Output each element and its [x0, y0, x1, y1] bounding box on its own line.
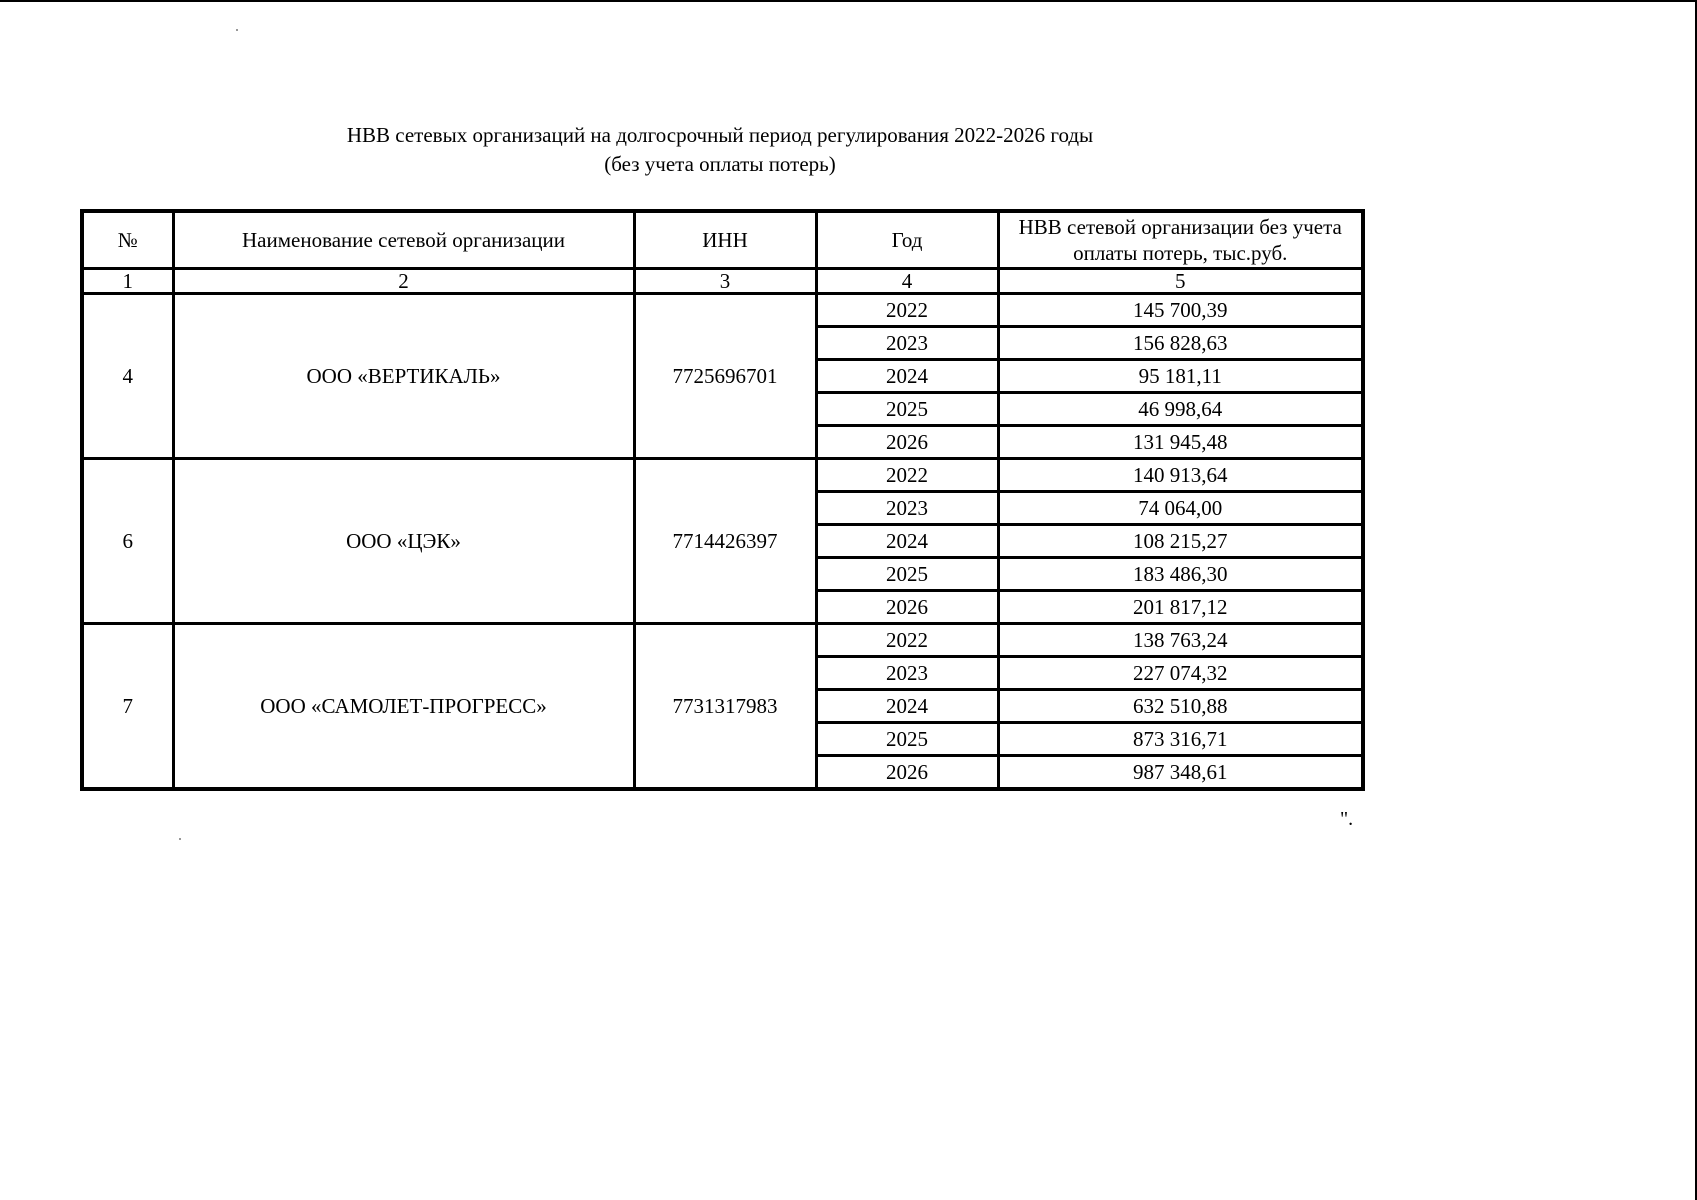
year-cell: 2022	[816, 624, 998, 657]
year-cell: 2022	[816, 294, 998, 327]
nvv-value-cell: 131 945,48	[998, 426, 1363, 459]
scan-top-edge	[0, 0, 1697, 2]
column-number: 4	[816, 269, 998, 294]
column-number-row	[82, 269, 1363, 294]
table-header-row	[82, 211, 1363, 269]
nvv-table	[80, 209, 1365, 791]
nvv-value-cell: 138 763,24	[998, 624, 1363, 657]
header-name: Наименование сетевой организации	[173, 211, 634, 269]
year-cell: 2025	[816, 723, 998, 756]
org-name: ООО «ЦЭК»	[173, 459, 634, 624]
year-cell: 2025	[816, 393, 998, 426]
org-inn: 7731317983	[634, 624, 816, 790]
year-cell: 2024	[816, 525, 998, 558]
title-line-1: НВВ сетевых организаций на долгосрочный период регулирования 2022-2026 годы	[346, 123, 1094, 147]
closing-quote-mark: ".	[1340, 808, 1354, 830]
nvv-value-cell: 95 181,11	[998, 360, 1363, 393]
header-year: Год	[816, 211, 998, 269]
nvv-value-cell: 201 817,12	[998, 591, 1363, 624]
org-number: 4	[82, 294, 173, 459]
nvv-value-cell: 632 510,88	[998, 690, 1363, 723]
header-no: №	[82, 211, 173, 269]
nvv-value-cell: 156 828,63	[998, 327, 1363, 360]
year-cell: 2023	[816, 492, 998, 525]
org-number: 7	[82, 624, 173, 790]
org-inn: 7714426397	[634, 459, 816, 624]
nvv-value-cell: 74 064,00	[998, 492, 1363, 525]
title-line-2: (без учета оплаты потерь)	[604, 152, 836, 176]
year-cell: 2025	[816, 558, 998, 591]
header-nvv: НВВ сетевой организации без учета оплаты потерь, тыс.руб.	[998, 211, 1363, 269]
scan-speck	[179, 838, 181, 840]
nvv-value-cell: 145 700,39	[998, 294, 1363, 327]
table-row	[82, 294, 1363, 327]
scan-speck	[236, 29, 238, 31]
org-number: 6	[82, 459, 173, 624]
column-number: 3	[634, 269, 816, 294]
year-cell: 2026	[816, 591, 998, 624]
year-cell: 2026	[816, 426, 998, 459]
document-title	[80, 121, 1360, 179]
nvv-value-cell: 227 074,32	[998, 657, 1363, 690]
column-number: 2	[173, 269, 634, 294]
nvv-value-cell: 140 913,64	[998, 459, 1363, 492]
column-number: 5	[998, 269, 1363, 294]
org-inn: 7725696701	[634, 294, 816, 459]
year-cell: 2026	[816, 756, 998, 790]
nvv-value-cell: 873 316,71	[998, 723, 1363, 756]
table-row	[82, 459, 1363, 492]
org-name: ООО «ВЕРТИКАЛЬ»	[173, 294, 634, 459]
year-cell: 2022	[816, 459, 998, 492]
org-name: ООО «САМОЛЕТ-ПРОГРЕСС»	[173, 624, 634, 790]
table-row	[82, 624, 1363, 657]
nvv-value-cell: 46 998,64	[998, 393, 1363, 426]
year-cell: 2024	[816, 690, 998, 723]
nvv-value-cell: 987 348,61	[998, 756, 1363, 790]
year-cell: 2024	[816, 360, 998, 393]
nvv-value-cell: 108 215,27	[998, 525, 1363, 558]
year-cell: 2023	[816, 327, 998, 360]
year-cell: 2023	[816, 657, 998, 690]
header-inn: ИНН	[634, 211, 816, 269]
column-number: 1	[82, 269, 173, 294]
nvv-value-cell: 183 486,30	[998, 558, 1363, 591]
